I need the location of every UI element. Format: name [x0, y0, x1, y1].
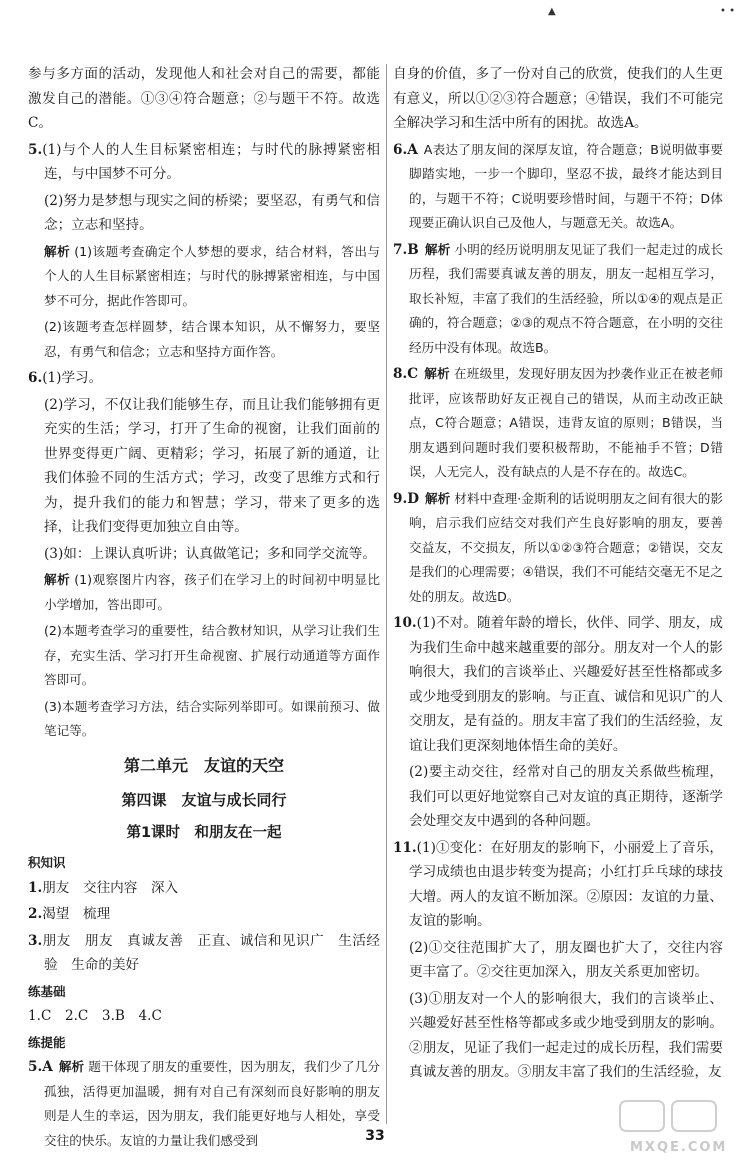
question-number: 6.	[393, 141, 408, 158]
left-column	[28, 62, 380, 1155]
question-item	[393, 238, 723, 361]
sub-answer: (3)①朋友对一个人的影响很大，我们的言谈举止、兴趣爱好甚至性格等都或多或少地受到朋友的影响。②朋友，见证了我们一起走过的成长历程，我们需要真诚友善的朋友。③朋友丰富了我们的生活经验，友	[409, 990, 723, 1080]
question-item	[28, 138, 380, 187]
question-number: 2.	[28, 906, 43, 922]
question-item	[393, 138, 723, 236]
analysis-text: 小明的经历说明朋友见证了我们一起走过的成长历程，我们需要真诚友善的朋友，朋友一起相互学习，取长补短，丰富了我们的生活经验，所以①④的观点是正确的，符合题意；②③的观点不符合题意，在小明的交往经历中没有体现。故选B。	[409, 241, 724, 355]
top-dots: • •	[720, 6, 735, 17]
question-item	[28, 366, 380, 391]
question-answer: (1)不对。随着年龄的增长，伙伴、同学、朋友，成为我们生命中越来越重要的部分。朋友对一个人的影响很大，我们的言谈举止、兴趣爱好甚至性格都或多或少地受到朋友的影响。与正直、诚信和见识广的人交朋友，是有益的。朋友丰富了我们的生活经验，友谊让我们更深刻地体悟生命的美好。	[409, 615, 723, 754]
column-divider	[386, 64, 387, 1124]
analysis-tag: 解析	[424, 241, 451, 257]
question-number: 10.	[393, 615, 417, 631]
analysis-text: 材料中查理·金斯利的话说明朋友之间有很大的影响，启示我们应结交对我们产生良好影响的朋友，要善交益友，不交损友，所以①②③符合题意；②错误，交友是我们的心理需要；④错误，我们不可能结交毫无不足之处的朋友。故选D。	[409, 490, 723, 604]
question-item	[28, 876, 380, 901]
top-mark: ▲	[548, 6, 556, 17]
continued-text: 自身的价值，多了一份对自己的欣赏，使我们的人生更有意义，所以①②③符合题意；④错误，我们不可能完全解决学习和生活中所有的困扰。故选A。	[393, 66, 723, 131]
analysis-text: A表达了朋友间的深厚友谊，符合题意；B说明做事要脚踏实地，一步一个脚印，坚忍不拔，最终才能达到目的，与题干不符；C说明要珍惜时间，与题干不符；D体现要正确认识自己及他人，与题意无关。故选A。	[409, 141, 723, 230]
continued-text: 参与多方面的活动，发现他人和社会对自己的需要，都能激发自己的潜能。①③④符合题意；②与题干不符。故选C。	[28, 66, 380, 131]
answer-choice: A	[407, 141, 418, 158]
answer-choice: C	[407, 366, 419, 382]
analysis-text: 在班级里，发现好朋友因为抄袭作业正在被老师批评，应该帮助好友正视自己的错误，从而主动改正缺点，C符合题意；A错误，违背友谊的原则；B错误，当朋友遇到问题时我们要积极帮助，不能袖手不管；D错误，人无完人，没有缺点的人是不存在的。故选C。	[409, 366, 724, 479]
question-answer: (1)学习。	[42, 370, 103, 386]
period-heading: 第1课时 和朋友在一起	[126, 824, 282, 841]
question-item	[393, 836, 723, 934]
question-number: 9.	[393, 490, 408, 507]
question-item	[393, 487, 723, 610]
analysis-text: 题干体现了朋友的重要性，因为朋友，我们少了几分孤独，活得更加温暖，拥有对自己有深刻而良好影响的朋友则是人生的幸运，因为朋友，我们能更好地与人相处，享受交往的快乐。友谊的力量让我们感受到	[44, 1059, 381, 1148]
page-number: 33	[365, 1128, 385, 1144]
analysis-text: (3)本题考查学习方法，结合实际列举即可。如课前预习、做笔记等。	[44, 698, 380, 738]
question-number: 5.	[28, 1059, 43, 1075]
analysis-tag: 解析	[44, 243, 71, 259]
question-item	[28, 929, 380, 978]
unit-heading: 第二单元 友谊的天空	[123, 755, 284, 775]
question-item	[393, 611, 723, 758]
question-item	[393, 362, 723, 485]
analysis-text: (2)本题考查学习的重要性，结合教材知识，从学习让我们生存，充实生活、学习打开生命视窗、扩展行动通道等方面作答即可。	[44, 623, 380, 687]
question-number: 1.	[28, 879, 43, 896]
question-answer: 朋友 朋友 真诚友善 正直、诚信和见识广 生活经验 生命的美好	[42, 932, 380, 973]
sub-answer: (2)要主动交往，经常对自己的朋友关系做些梳理，我们可以更好地觉察自己对友谊的真正期待，逐渐学会处理交友中遇到的各种问题。	[409, 764, 723, 829]
sub-answer: (3)如：上课认真听讲；认真做笔记；多和同学交流等。	[44, 545, 376, 562]
answer-line: 1.C 2.C 3.B 4.C	[28, 1008, 162, 1024]
question-answer: (1)与个人的人生目标紧密相连；与时代的脉搏紧密相连，与中国梦不可分。	[42, 141, 380, 182]
right-column	[393, 62, 723, 1087]
question-number: 3.	[28, 932, 43, 949]
analysis-tag: 解析	[425, 490, 451, 506]
analysis-text: (2)该题考查怎样圆梦，结合课本知识，从不懈努力，要坚忍，有勇气和信念；立志和坚持方面作答。	[44, 319, 380, 359]
section-label: 积知识	[28, 855, 66, 870]
sub-answer: (2)努力是梦想与现实之间的桥梁；要坚忍，有勇气和信念；立志和坚持。	[44, 192, 380, 233]
answer-choice: B	[407, 241, 419, 258]
answer-choice: D	[407, 490, 419, 507]
section-label: 练提能	[28, 1034, 66, 1050]
question-item	[28, 902, 380, 927]
analysis-text: (1)观察图片内容，孩子们在学习上的时间初中明显比小学增加，答出即可。	[44, 572, 381, 612]
question-number: 7.	[393, 241, 408, 258]
analysis-text: (1)该题考查确定个人梦想的要求，结合材料，答出与个人的人生目标紧密相连；与时代的脉搏紧密相连，与中国梦不可分，据此作答即可。	[44, 243, 381, 308]
sub-answer: (2)①交往范围扩大了，朋友圈也扩大了，交往内容更丰富了。②交往更加深入，朋友关系更加密切。	[409, 939, 723, 980]
question-number: 6.	[28, 370, 43, 386]
analysis-paragraph	[28, 568, 380, 617]
analysis-tag: 解析	[424, 366, 450, 381]
question-number: 11.	[393, 839, 417, 856]
analysis-tag: 解析	[44, 572, 71, 587]
analysis-paragraph	[28, 240, 380, 314]
question-number: 8.	[393, 366, 408, 382]
lesson-heading: 第四课 友谊与成长同行	[121, 791, 287, 809]
section-label: 练基础	[28, 983, 66, 999]
question-number: 5.	[28, 141, 43, 158]
watermark-logo	[590, 1099, 740, 1157]
answer-choice: A	[42, 1059, 53, 1075]
question-answer: 朋友 交往内容 深入	[42, 879, 179, 896]
analysis-tag: 解析	[58, 1059, 85, 1074]
watermark-text: MXQE.COM	[630, 1140, 728, 1155]
question-answer: 渴望 梳理	[42, 906, 111, 922]
question-answer: (1)①变化：在好朋友的影响下，小丽爱上了音乐，学习成绩也由退步转变为提高；小红打乒乓球的球技大增。两人的友谊不断加深。②原因：友谊的力量、友谊的影响。	[409, 839, 723, 929]
sub-answer: (2)学习，不仅让我们能够生存，而且让我们能够拥有更充实的生活；学习，打开了生命的视窗，让我们面前的世界变得更广阔、更精彩；学习，拓展了新的通道，让我们体验不同的生活方式；学习，改变了思维方式和行为，提升我们的能力和智慧；学习，带来了更多的选择，让我们变得更加独立自由等。	[44, 396, 380, 535]
